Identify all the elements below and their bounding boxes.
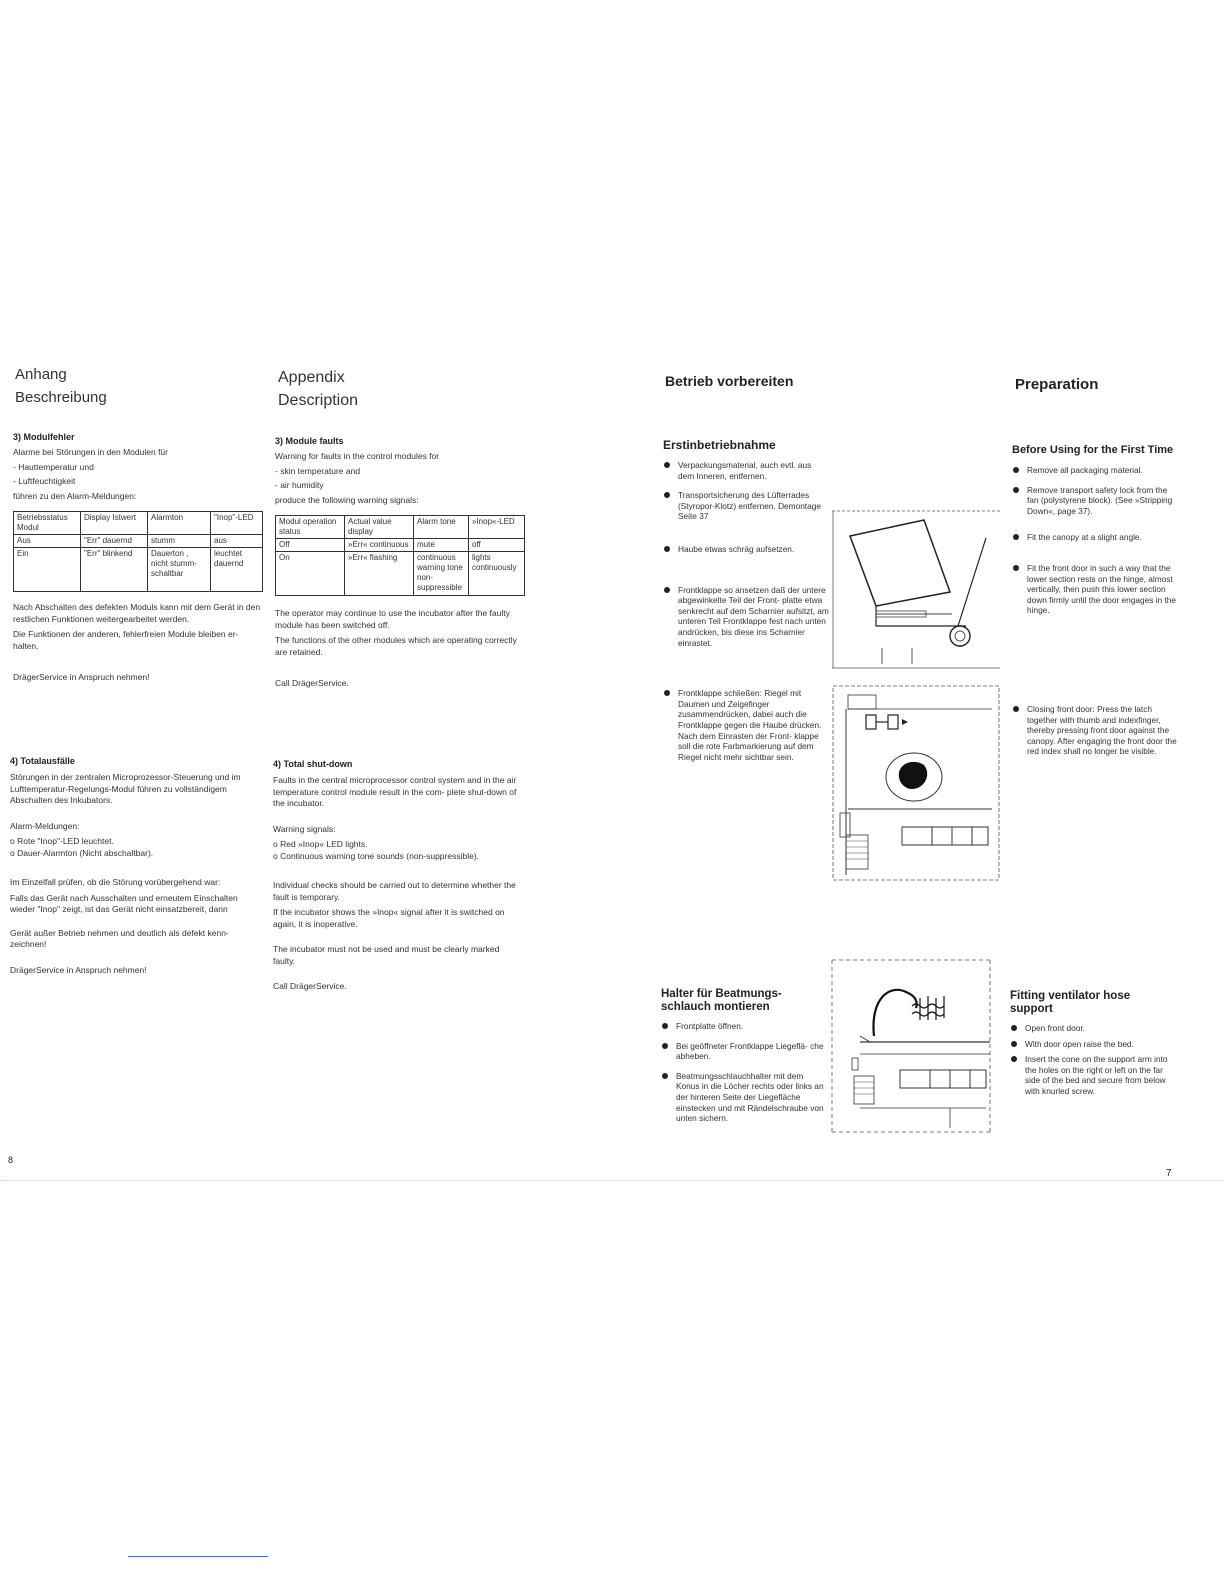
hinge-circle <box>950 626 970 646</box>
de-first-use-section <box>663 438 829 771</box>
table-cell: Aus <box>14 535 81 548</box>
table-cell: stumm <box>148 535 211 548</box>
text-paragraph: Im Einzelfall prüfen, ob die Störung vorübergehend war: <box>10 877 221 887</box>
table-header: Alarmton <box>148 512 211 535</box>
text-paragraph: Gerät außer Betrieb nehmen und deutlich als defekt kenn- zeichnen! <box>10 927 229 949</box>
de-total-shutdown-section <box>10 756 264 976</box>
list-item: Beatmungsschlauchhalter mit dem Konus in die Löcher rechts oder links an der hinteren Seite der Liegefläche einstecken und mit Rändelschraube von unten sichern. <box>661 1071 827 1124</box>
service-note: Call DrägerService. <box>275 678 349 688</box>
list-item: o Dauer-Alarmton (Nicht abschaltbar). <box>10 847 154 858</box>
incubator-body <box>876 606 966 626</box>
en-first-use-section <box>1012 444 1178 766</box>
table-header: Betriebsstatus Modul <box>14 512 81 535</box>
de-appendix-heading <box>15 363 107 409</box>
table-header: Alarm tone <box>414 516 469 539</box>
section-title: Before Using for the First Time <box>1012 444 1174 456</box>
list-item: Insert the cone on the support arm into the holes on the right or left on the far side of the bed and secure from below with knurled screw. <box>1010 1054 1176 1096</box>
canopy-shape <box>850 520 950 606</box>
en-fault-table <box>275 515 525 596</box>
section-title: 4) Total shut-down <box>273 759 353 769</box>
panel <box>848 695 876 709</box>
en-appendix-heading <box>278 366 358 412</box>
text-paragraph: Warning signals: <box>273 823 336 834</box>
text-paragraph: Falls das Gerät nach Ausschalten und erneutem Einschalten wieder "Inop" zeigt, ist das Gerät nicht einsatzbereit, dann <box>10 892 238 914</box>
list-item: Closing front door: Press the latch together with thumb and indexfinger, thereby pressing front door against the canopy. After engaging the front door the red index shall no longer be visible. <box>1012 704 1178 757</box>
page-number-right: 7 <box>1166 1168 1172 1179</box>
section-title: 3) Modulfehler <box>13 432 75 442</box>
list-item: Frontklappe schließen: Riegel mit Daumen und Zeigefinger zusammendrücken, dabei auch die Frontklappe gegen die Haube drücken. Nach dem Einrasten der Front- klappe soll die rote Farbmarkierung auf dem Riegel nicht mehr sichtbar sein. <box>663 688 829 762</box>
de-hose-section <box>661 988 827 1133</box>
list-item: Frontklappe so ansetzen daß der untere abgewinkelte Teil der Front- platte etwa senkrecht auf dem Scharnier aufsitzt, am unteren Teil Frontklappe fest nach unten andrücken, bis diese ins Scharnier einrastet. <box>663 585 829 649</box>
service-note: DrägerService in Anspruch nehmen! <box>13 672 150 682</box>
table-cell: »Err« continuous <box>345 539 414 552</box>
table-cell: lights continuously <box>469 552 525 596</box>
table-header: "Inop"-LED <box>211 512 263 535</box>
table-cell: mute <box>414 539 469 552</box>
table-cell: "Err" blinkend <box>81 548 148 592</box>
table-header: »Inop«-LED <box>469 516 525 539</box>
list-item: o Red »Inop« LED lights. <box>273 839 368 849</box>
heading-line: Appendix <box>278 369 345 386</box>
text-paragraph: Individual checks should be carried out to determine whether the fault is temporary. <box>273 880 516 902</box>
list-item: Haube etwas schräg aufsetzen. <box>663 544 829 555</box>
text-paragraph: The incubator must not be used and must be clearly marked faulty. <box>273 944 500 966</box>
heading-line: Anhang <box>15 366 67 383</box>
table-header: Modul operation status <box>276 516 345 539</box>
hinge-block <box>840 813 850 837</box>
side-panel <box>846 835 868 869</box>
page-number-left: 8 <box>8 1155 14 1165</box>
list-item: Fit the front door in such a way that the lower section rests on the hinge, almost vertically, then push this lower section down firmly until the door engages in the hinge. <box>1012 563 1178 616</box>
canopy-illustration <box>832 508 1000 670</box>
text-paragraph: Störungen in der zentralen Microprozessor-Steuerung und im Lufttemperatur-Regelungs-Modul führen zu vollständigem Abschalten des Inkubators. <box>10 772 241 805</box>
heading-line: Beschreibung <box>15 389 107 406</box>
list-item: Open front door. <box>1010 1023 1176 1034</box>
section-title: Halter für Beatmungs- schlauch montieren <box>661 988 782 1013</box>
de-fault-table <box>13 511 263 592</box>
section-title: Fitting ventilator hose support <box>1010 990 1131 1015</box>
table-cell: Off <box>276 539 345 552</box>
text-line: Alarme bei Störungen in den Modulen für <box>13 447 168 457</box>
table-cell: »Err« flashing <box>345 552 414 596</box>
en-module-faults-section <box>275 436 527 690</box>
text-paragraph: Alarm-Meldungen: <box>10 820 80 831</box>
text-paragraph: Faults in the central microprocessor control system and in the air temperature control module result in the com- plete shut-down of the incubator. <box>273 775 517 808</box>
section-title: Erstinbetriebnahme <box>663 438 776 452</box>
list-item: Verpackungsmaterial, auch evtl. aus dem Inneren, entfernen. <box>663 460 829 481</box>
table-cell: aus <box>211 535 263 548</box>
en-total-shutdown-section <box>273 759 519 993</box>
latch-part <box>866 715 876 729</box>
hose-support-illustration <box>830 958 994 1136</box>
table-header: Display Istwert <box>81 512 148 535</box>
table-cell: leuchtet dauernd <box>211 548 263 592</box>
text-line: - Hauttemperatur und <box>13 461 94 472</box>
text-paragraph: Die Funktionen der anderen, fehlerfreien Module bleiben er- halten. <box>13 629 239 651</box>
table-cell: Ein <box>14 548 81 592</box>
list-item: Remove transport safety lock from the fan (polystyrene block). (See »Stripping Down«, page 37). <box>1012 485 1178 517</box>
hinge-circle <box>955 631 965 641</box>
drawer <box>902 827 988 845</box>
list-item: o Rote "Inop"-LED leuchtet. <box>10 836 114 846</box>
latch-arrow <box>902 719 908 725</box>
side-panel <box>854 1076 874 1104</box>
scan-border <box>0 1180 1224 1181</box>
scan-mark <box>128 1556 268 1557</box>
list-item: Fit the canopy at a slight angle. <box>1012 532 1178 543</box>
list-item: Transportsicherung des Lüfterrades (Styropor-Klotz) entfernen. Demontage Seite 37 <box>663 490 829 522</box>
service-note: Call DrägerService. <box>273 981 347 991</box>
text-line: Warning for faults in the control modules for <box>275 451 440 461</box>
section-title: 3) Module faults <box>275 436 344 446</box>
text-paragraph: If the incubator shows the »Inop« signal after it is switched on again, it is inoperative. <box>273 907 505 929</box>
list-item: Bei geöffneter Frontklappe Liegeflä- che abheben. <box>661 1041 827 1062</box>
latch-illustration <box>832 685 1000 881</box>
service-note: DrägerService in Anspruch nehmen! <box>10 964 147 975</box>
knurled-screw <box>852 1058 858 1070</box>
list-item: With door open raise the bed. <box>1010 1039 1176 1050</box>
table-cell: off <box>469 539 525 552</box>
text-line: produce the following warning signals: <box>275 494 419 505</box>
table-cell: continuous warning tone non- suppressible <box>414 552 469 596</box>
list-item: Frontplatte öffnen. <box>661 1021 827 1032</box>
latch-part <box>888 715 898 729</box>
text-line: - Luftfeuchtigkeit <box>13 476 76 486</box>
text-line: führen zu den Alarm-Meldungen: <box>13 490 137 501</box>
en-hose-section <box>1010 990 1176 1106</box>
list-item: o Continuous warning tone sounds (non-suppressible). <box>273 850 480 861</box>
text-paragraph: The operator may continue to use the incubator after the faulty module has been switched off. <box>275 608 510 630</box>
heading-line: Description <box>278 392 359 409</box>
text-paragraph: The functions of the other modules which are operating correctly are retained. <box>275 635 517 657</box>
en-preparation-heading: Preparation <box>1015 376 1099 393</box>
de-module-faults-section <box>13 432 265 684</box>
support-arm <box>873 990 916 1036</box>
table-cell: On <box>276 552 345 596</box>
table-header: Actual value display <box>345 516 414 539</box>
drawer <box>900 1070 986 1088</box>
table-cell: "Err" dauernd <box>81 535 148 548</box>
mount-line <box>860 1036 870 1042</box>
front-door <box>958 538 986 626</box>
text-line: - skin temperature and <box>275 465 361 476</box>
table-cell: Dauerton , nicht stumm- schaltbar <box>148 548 211 592</box>
section-title: 4) Totalausfälle <box>10 756 75 766</box>
thumb-shape <box>899 762 927 789</box>
list-item: Remove all packaging material. <box>1012 465 1178 476</box>
text-paragraph: Nach Abschalten des defekten Moduls kann mit dem Gerät in den restlichen Funktionen weitergearbeitet werden. <box>13 602 261 624</box>
de-preparation-heading: Betrieb vorbereiten <box>665 373 794 389</box>
text-line: - air humidity <box>275 480 324 490</box>
